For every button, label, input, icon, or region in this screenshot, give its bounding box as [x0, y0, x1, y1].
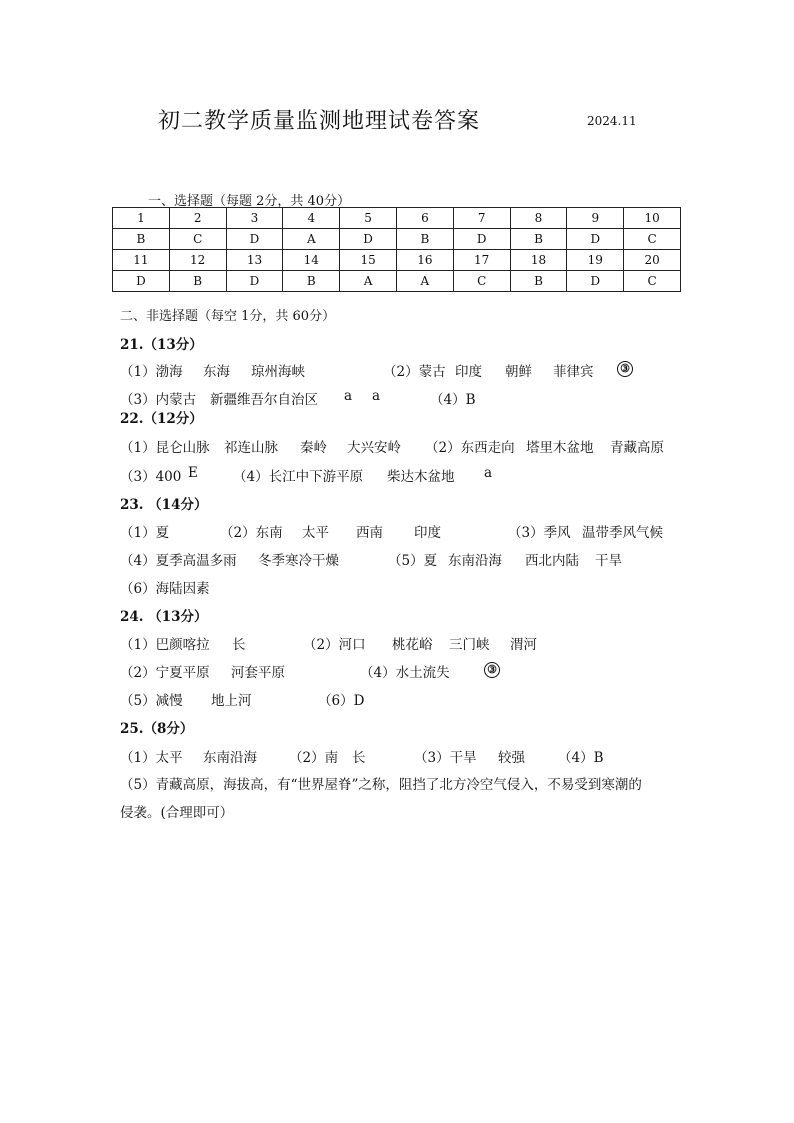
answer-text: 青藏高原	[610, 440, 664, 456]
answer-text: 长	[232, 637, 246, 653]
question-number-cell: 1	[113, 208, 170, 229]
answer-text: 秦岭	[300, 440, 327, 456]
answer-cell: B	[396, 229, 453, 250]
question-number-cell: 20	[624, 250, 681, 271]
answer-cell: D	[226, 229, 283, 250]
answer-text: （3）季风	[508, 525, 571, 541]
answer-text	[617, 360, 633, 377]
answer-text: a	[484, 465, 493, 481]
answer-cell: B	[169, 271, 226, 292]
answer-text: 东南沿海	[448, 553, 502, 569]
answer-text: 祁连山脉	[224, 440, 278, 456]
question-heading: 25.（8分）	[120, 721, 194, 737]
answer-text: 朝鲜	[505, 364, 532, 380]
answer-text: （1）太平	[120, 750, 183, 766]
answer-text: （2）蒙古	[383, 364, 446, 380]
question-number-row	[113, 250, 681, 271]
answer-row	[113, 271, 681, 292]
answer-cell: A	[340, 271, 397, 292]
answer-cell: B	[510, 271, 567, 292]
question-number-cell: 18	[510, 250, 567, 271]
answer-text: 长	[352, 750, 366, 766]
question-number-cell: 6	[396, 208, 453, 229]
answer-text: （4）长江中下游平原	[233, 469, 364, 485]
answer-text: 河套平原	[231, 665, 285, 681]
question-number-cell: 15	[340, 250, 397, 271]
answer-text: 琼州海峡	[251, 364, 305, 380]
question-number-cell: 3	[226, 208, 283, 229]
answer-text: （6）D	[318, 693, 365, 709]
answer-cell: D	[567, 271, 624, 292]
answer-text: 菲律宾	[553, 364, 594, 380]
answer-text: 印度	[455, 364, 482, 380]
answer-text: a	[372, 388, 381, 404]
answer-row	[113, 229, 681, 250]
answer-cell: D	[567, 229, 624, 250]
answer-text: 渭河	[510, 637, 537, 653]
answer-text: 东海	[203, 364, 230, 380]
answer-cell: D	[113, 271, 170, 292]
answer-text: 较强	[498, 750, 525, 766]
answer-text: 印度	[414, 525, 441, 541]
answer-text: 东南沿海	[203, 750, 257, 766]
answer-text: （4）B	[558, 750, 604, 766]
answer-text	[484, 661, 500, 678]
question-heading: 24. （13分）	[120, 609, 208, 625]
answer-text: 侵袭。(合理即可）	[120, 805, 234, 821]
question-number-cell: 7	[453, 208, 510, 229]
answer-text: （6）海陆因素	[120, 581, 210, 597]
question-number-cell: 16	[396, 250, 453, 271]
question-number-cell: 12	[169, 250, 226, 271]
answer-text: （2）东南	[220, 525, 283, 541]
answer-text: 西南	[356, 525, 383, 541]
question-heading: 23. （14分）	[120, 497, 208, 513]
answer-cell: B	[113, 229, 170, 250]
question-number-cell: 2	[169, 208, 226, 229]
question-number-cell: 4	[283, 208, 340, 229]
answer-cell: D	[340, 229, 397, 250]
answer-text: （1）渤海	[120, 364, 183, 380]
page-title: 初二教学质量监测地理试卷答案	[158, 109, 481, 134]
answer-text: （2）南	[289, 750, 339, 766]
question-number-cell: 11	[113, 250, 170, 271]
answer-text: 桃花峪	[392, 637, 433, 653]
answer-cell: B	[510, 229, 567, 250]
answer-text: （1）昆仑山脉	[120, 440, 210, 456]
answer-text: （3）400	[120, 469, 182, 485]
answer-text: 冬季寒冷干燥	[258, 553, 339, 569]
answer-cell: A	[283, 229, 340, 250]
question-number-cell: 9	[567, 208, 624, 229]
answer-text: （2）宁夏平原	[120, 665, 210, 681]
section2-heading: 二、非选择题（每空 1分，共 60分）	[120, 309, 336, 324]
question-number-cell: 17	[453, 250, 510, 271]
answer-text: 干旱	[595, 553, 622, 569]
question-number-cell: 13	[226, 250, 283, 271]
answer-text: （1）夏	[120, 525, 170, 541]
answer-text: 太平	[302, 525, 329, 541]
answer-text: （3）干旱	[414, 750, 477, 766]
answer-text: （1）巴颜喀拉	[120, 637, 210, 653]
answer-cell: C	[453, 271, 510, 292]
answer-cell: B	[283, 271, 340, 292]
question-heading: 22.（12分）	[120, 411, 203, 427]
question-number-cell: 14	[283, 250, 340, 271]
answer-text: （4）B	[430, 392, 476, 408]
answer-text: 新疆维吾尔自治区	[210, 392, 318, 408]
answer-cell: D	[453, 229, 510, 250]
section1-heading: 一、选择题（每题 2分，共 40分）	[148, 194, 351, 209]
question-number-cell: 10	[624, 208, 681, 229]
answer-text: 塔里木盆地	[526, 440, 594, 456]
answer-text: 三门峡	[449, 637, 490, 653]
question-number-row	[113, 208, 681, 229]
answer-cell: C	[624, 271, 681, 292]
question-number-cell: 19	[567, 250, 624, 271]
question-heading: 21.（13分）	[120, 337, 203, 353]
answer-text: 地上河	[211, 693, 252, 709]
answer-text: E	[188, 465, 198, 481]
answer-cell: D	[226, 271, 283, 292]
answer-text: a	[344, 388, 353, 404]
answer-text: 西北内陆	[525, 553, 579, 569]
answer-cell: C	[624, 229, 681, 250]
circled-number: ③	[484, 662, 500, 678]
answer-text: （4）水土流失	[360, 665, 450, 681]
answer-text: 柴达木盆地	[387, 469, 455, 485]
answer-text: （3）内蒙古	[120, 392, 197, 408]
circled-number: ③	[617, 361, 633, 377]
answer-cell: C	[169, 229, 226, 250]
answer-cell: A	[396, 271, 453, 292]
answer-text: 温带季风气候	[582, 525, 663, 541]
question-number-cell: 8	[510, 208, 567, 229]
answer-text: （5）减慢	[120, 693, 183, 709]
multiple-choice-answer-table	[112, 207, 681, 292]
answer-text: （5）青藏高原，海拔高，有“世界屋脊”之称，阻挡了北方冷空气侵入，不易受到寒潮的	[120, 777, 642, 793]
exam-date: 2024.11	[587, 114, 637, 128]
answer-text: （5）夏	[388, 553, 438, 569]
answer-text: 大兴安岭	[347, 440, 401, 456]
answer-text: （2）河口	[303, 637, 366, 653]
question-number-cell: 5	[340, 208, 397, 229]
answer-text: （2）东西走向	[425, 440, 515, 456]
answer-text: （4）夏季高温多雨	[120, 553, 237, 569]
